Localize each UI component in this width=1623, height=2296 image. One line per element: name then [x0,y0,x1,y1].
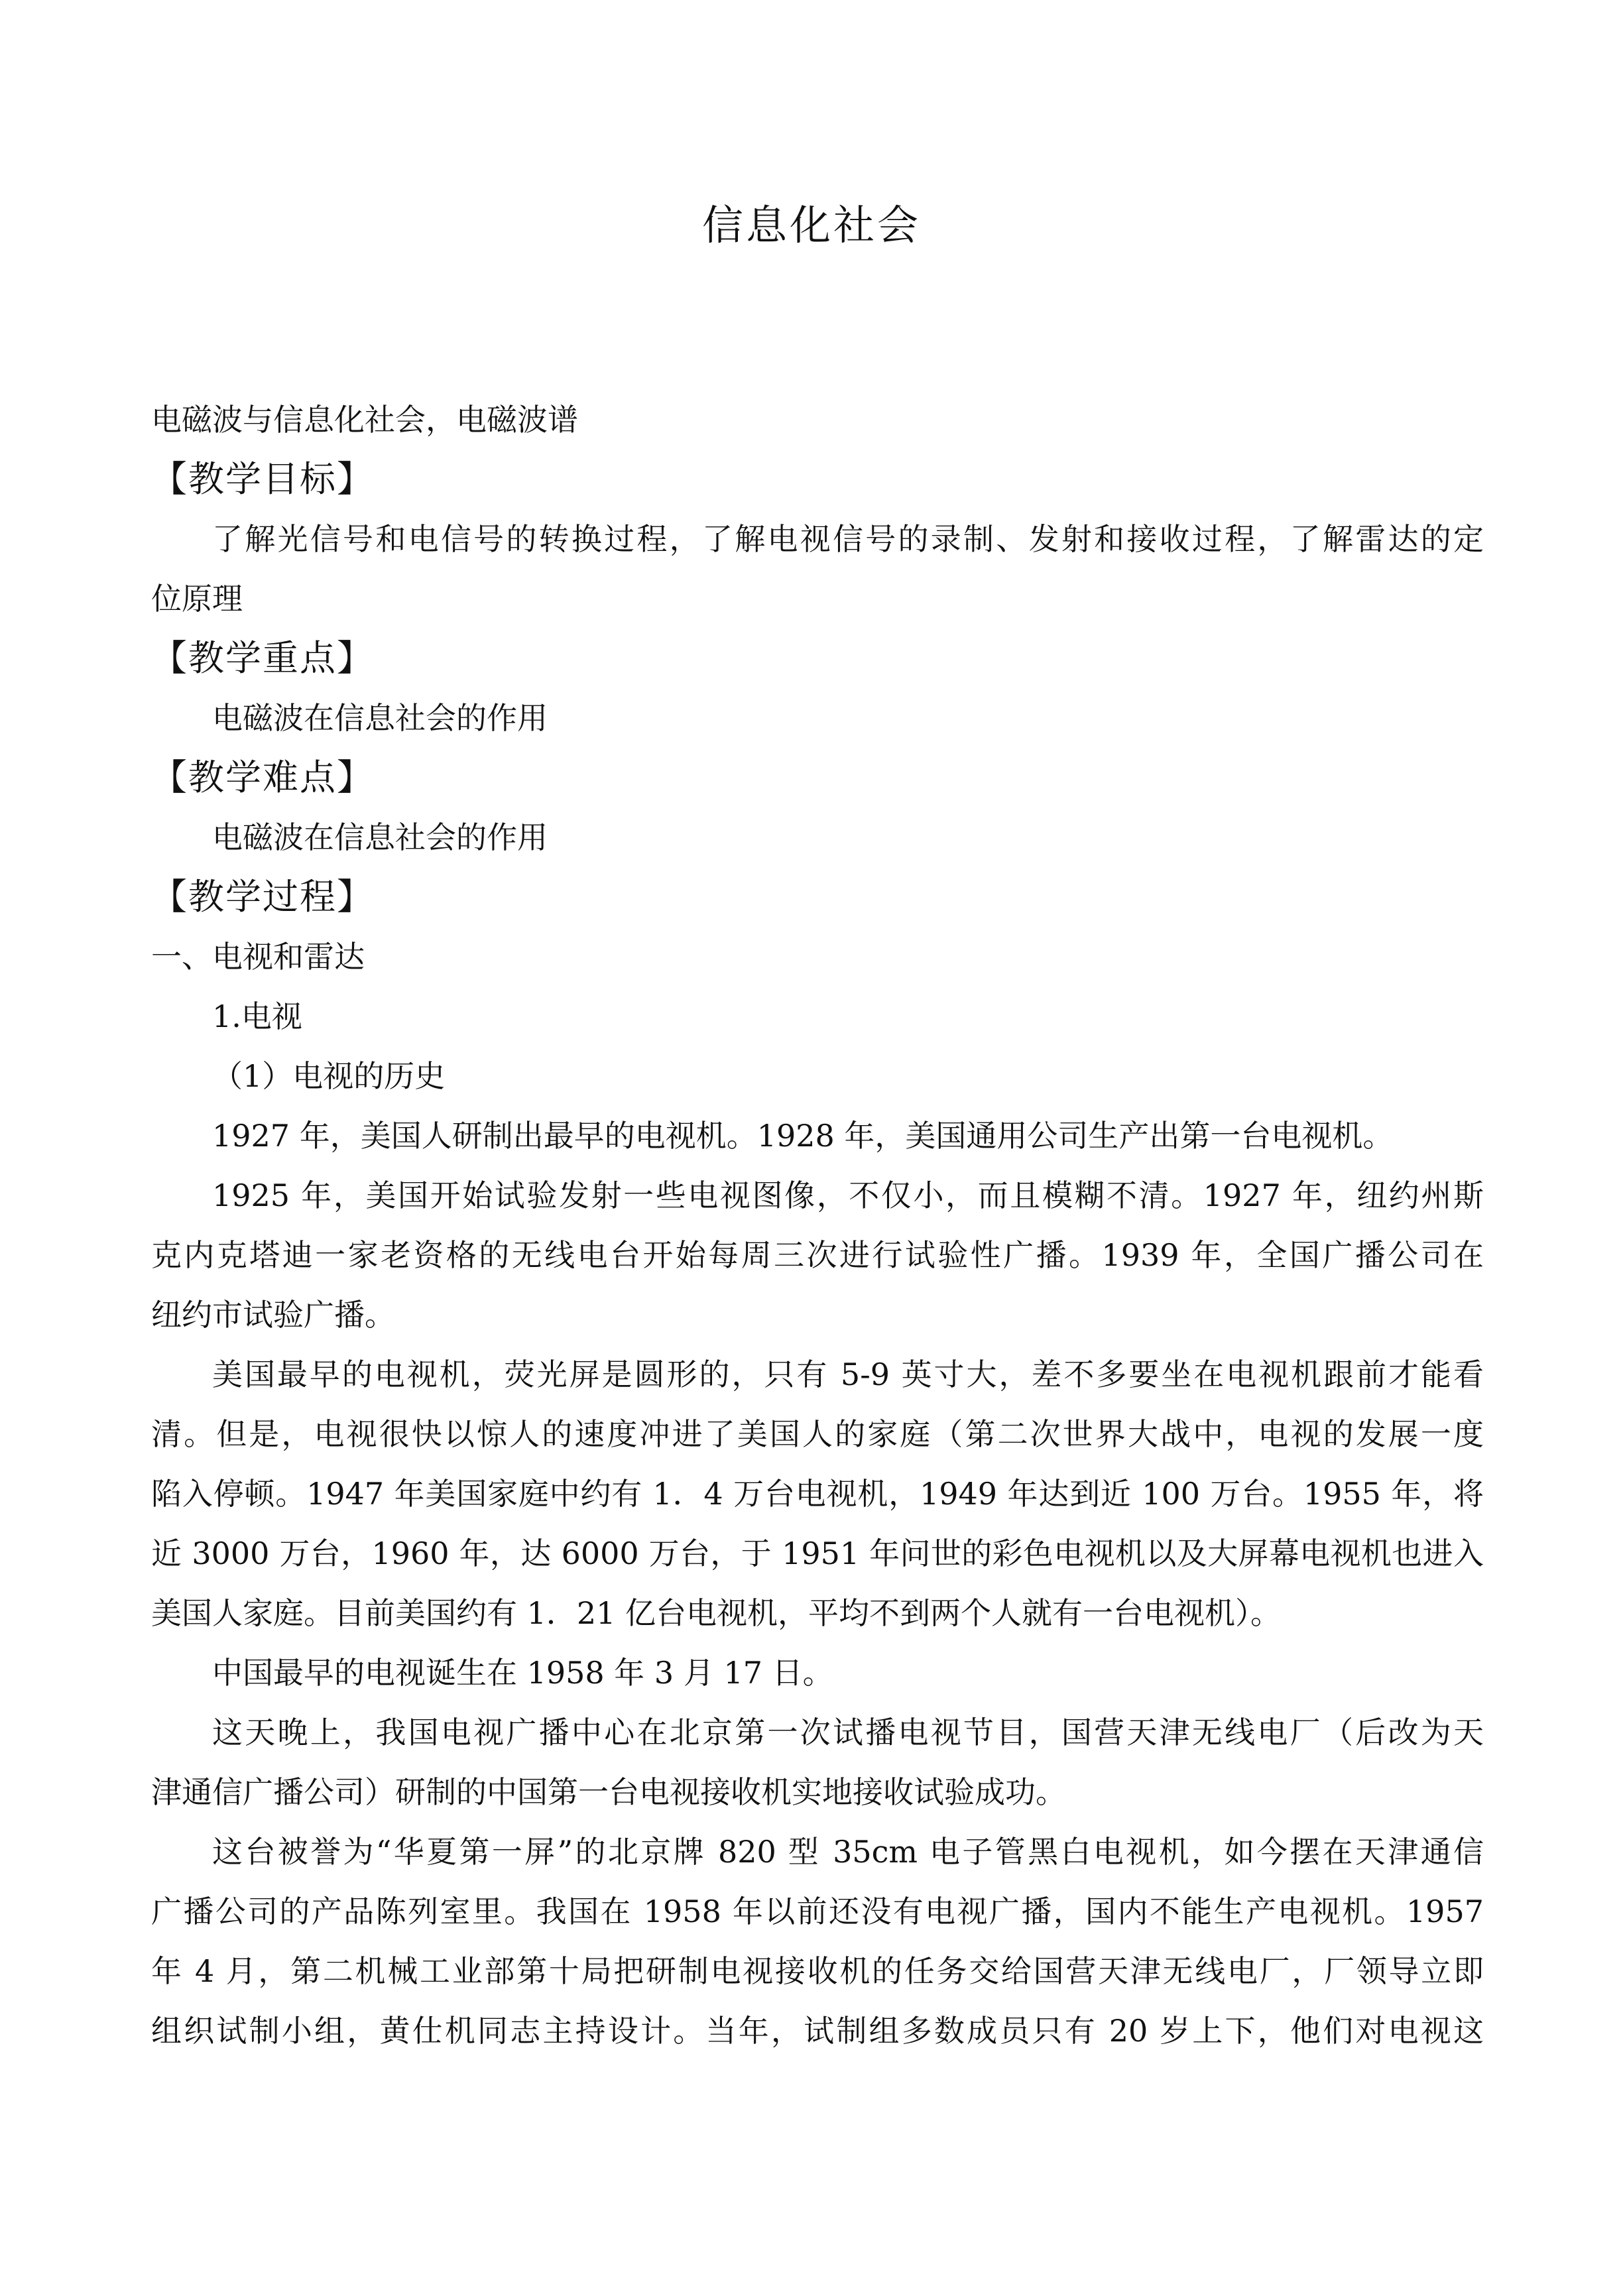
text-line: 电磁波在信息社会的作用 [212,700,548,736]
document-title: 信息化社会 [701,201,921,249]
section-heading: 【教学目标】 [151,458,374,500]
text-line: 美国人家庭。目前美国约有 1．21 亿台电视机，平均不到两个人就有一台电视机）。 [151,1595,1282,1631]
document-body [151,390,1484,2061]
text-line: 清。但是，电视很快以惊人的速度冲进了美国人的家庭（第二次世界大战中，电视的发展一度 [151,1416,1484,1452]
text-line: 年 4 月，第二机械工业部第十局把研制电视接收机的任务交给国营天津无线电厂，厂领导立即 [151,1953,1484,1989]
text-line: 电磁波与信息化社会，电磁波谱 [151,402,578,438]
text-line: 津通信广播公司）研制的中国第一台电视接收机实地接收试验成功。 [151,1774,1066,1810]
text-line: 电磁波在信息社会的作用 [212,819,548,855]
text-line: 美国最早的电视机，荧光屏是圆形的，只有 5-9 英寸大，差不多要坐在电视机跟前才能看 [212,1357,1484,1392]
text-line: 陷入停顿。1947 年美国家庭中约有 1．4 万台电视机，1949 年达到近 100 万台。1955 年，将 [151,1476,1484,1512]
text-line: 1927 年，美国人研制出最早的电视机。1928 年，美国通用公司生产出第一台电视机。 [212,1118,1394,1154]
text-line: 了解光信号和电信号的转换过程，了解电视信号的录制、发射和接收过程，了解雷达的定 [212,521,1484,557]
section-heading: 【教学过程】 [151,876,374,918]
text-line: 1.电视 [212,998,302,1034]
text-line: （1）电视的历史 [212,1058,446,1094]
text-line: 一、电视和雷达 [151,939,365,975]
text-line: 组织试制小组，黄仕机同志主持设计。当年，试制组多数成员只有 20 岁上下，他们对电视这 [151,2013,1484,2049]
text-line: 这天晚上，我国电视广播中心在北京第一次试播电视节目，国营天津无线电厂（后改为天 [212,1715,1484,1750]
text-line: 纽约市试验广播。 [151,1297,395,1333]
section-heading: 【教学难点】 [151,756,374,798]
text-line: 近 3000 万台，1960 年，达 6000 万台，于 1951 年问世的彩色电视机以及大屏幕电视机也进入 [151,1536,1484,1571]
text-line: 中国最早的电视诞生在 1958 年 3 月 17 日。 [212,1655,833,1691]
text-line: 1925 年，美国开始试验发射一些电视图像，不仅小，而且模糊不清。1927 年，纽约州斯 [212,1178,1484,1213]
text-line: 广播公司的产品陈列室里。我国在 1958 年以前还没有电视广播，国内不能生产电视机。1957 [151,1894,1484,1929]
text-line: 这台被誉为“华夏第一屏”的北京牌 820 型 35cm 电子管黑白电视机，如今摆在天津通信 [212,1834,1484,1870]
text-line: 克内克塔迪一家老资格的无线电台开始每周三次进行试验性广播。1939 年，全国广播公司在 [151,1237,1484,1273]
text-line: 位原理 [151,581,243,617]
section-heading: 【教学重点】 [151,637,374,679]
